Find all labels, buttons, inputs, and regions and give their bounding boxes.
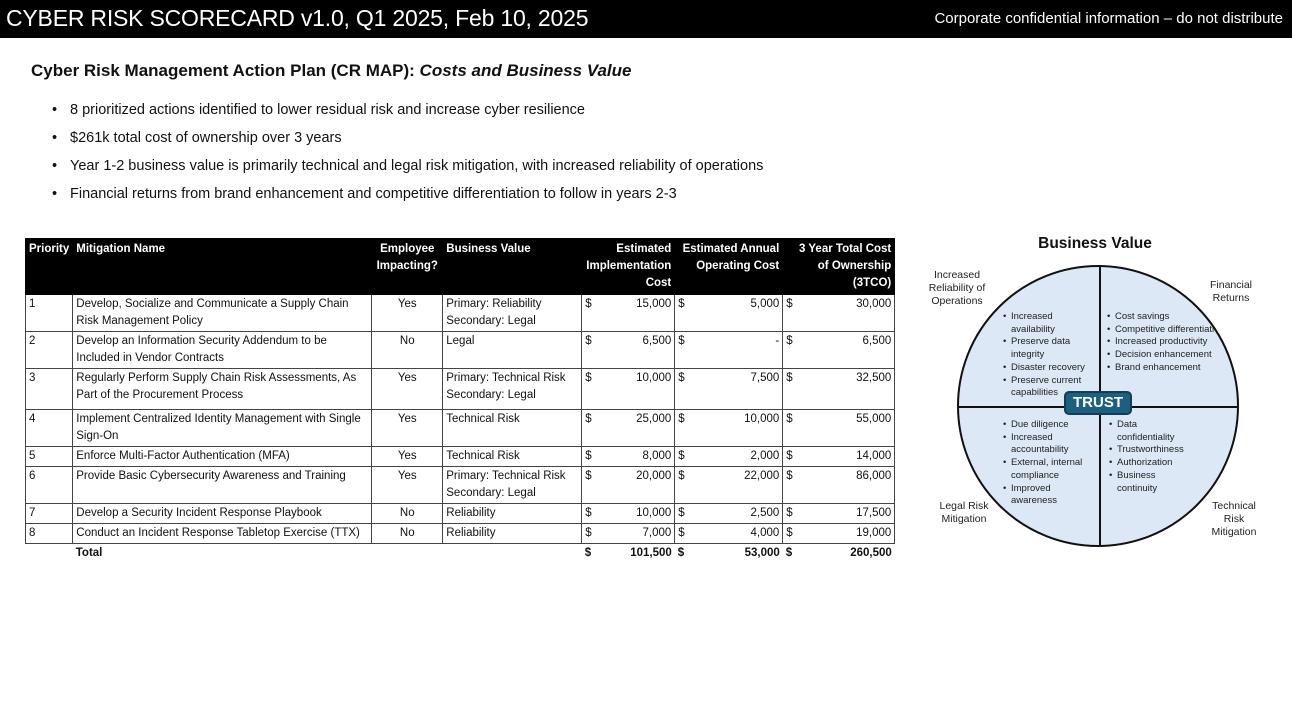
impl-cost-cell [582, 504, 675, 524]
header-bar [0, 0, 1292, 38]
employee-cell: Yes [372, 447, 443, 467]
value-secondary: Secondary: Legal [446, 389, 536, 401]
quadrant-item: • Improved awareness [1003, 483, 1095, 508]
total-label: Total [75, 547, 103, 559]
value-primary: Reliability [446, 527, 496, 539]
impl-cost-cell [582, 447, 675, 467]
tco-value: 55,000 [856, 413, 892, 425]
employee-cell: No [372, 504, 443, 524]
summary-bullets [52, 100, 763, 212]
tco-value: 17,500 [856, 507, 892, 519]
currency-symbol: $ [786, 335, 793, 347]
tco-value: 32,500 [856, 372, 892, 384]
col-header-annual: Estimated Annual Operating Cost [675, 239, 783, 295]
currency-symbol: $ [786, 450, 793, 462]
quadrant-item: • Decision enhancement [1107, 349, 1227, 362]
impl-cost-value: 7,000 [642, 527, 672, 539]
label-financial: Financial Returns [1209, 279, 1253, 304]
tco-cell [783, 332, 895, 369]
total-row [26, 544, 895, 564]
annual-cost-value: 5,000 [750, 298, 780, 310]
quadrant-item: • Data confidentiality [1109, 419, 1197, 444]
tco-value: 14,000 [856, 450, 892, 462]
impl-cost-value: 10,000 [636, 372, 672, 384]
impl-cost-value: 15,000 [636, 298, 672, 310]
quadrant-item: • Due diligence [1003, 419, 1095, 432]
currency-symbol: $ [678, 470, 685, 482]
currency-symbol: $ [678, 527, 685, 539]
business-value-cell [443, 332, 582, 369]
value-primary: Legal [446, 335, 475, 347]
bullet-item: • Financial returns from brand enhancement and competitive differentiation to follow in years 2-3 [52, 184, 763, 212]
value-secondary: Secondary: Legal [446, 315, 536, 327]
empty-cell [443, 544, 582, 564]
page-heading [31, 61, 631, 81]
currency-symbol: $ [678, 372, 685, 384]
annual-cost-value: 2,500 [750, 507, 780, 519]
table-header-row [26, 239, 895, 295]
table-row [26, 504, 895, 524]
employee-cell: No [372, 332, 443, 369]
confidential-notice: Corporate confidential information – do not distribute [934, 10, 1283, 27]
mitigation-name-cell: Develop, Socialize and Communicate a Supply Chain Risk Management Policy [73, 295, 372, 332]
business-value-cell [443, 295, 582, 332]
mitigation-name-cell: Conduct an Incident Response Tabletop Exercise (TTX) [73, 524, 372, 544]
tco-cell [783, 467, 895, 504]
impl-cost-value: 8,000 [642, 450, 672, 462]
annual-cost-value: 4,000 [750, 527, 780, 539]
value-primary: Technical Risk [446, 413, 520, 425]
business-value-cell [443, 504, 582, 524]
business-value-cell [443, 447, 582, 467]
quadrant-technical [1109, 419, 1197, 495]
quadrant-item: • Authorization [1109, 457, 1197, 470]
currency-symbol: $ [585, 335, 592, 347]
value-primary: Primary: Reliability [446, 298, 542, 310]
currency-symbol: $ [678, 298, 685, 310]
currency-symbol: $ [585, 527, 592, 539]
annual-cost-cell [675, 447, 783, 467]
bullet-item: • Year 1-2 business value is primarily technical and legal risk mitigation, with increased reliability of operations [52, 156, 763, 184]
tco-value: 86,000 [856, 470, 892, 482]
tco-cell [783, 447, 895, 467]
impl-cost-value: 20,000 [636, 470, 672, 482]
impl-cost-value: 10,000 [636, 507, 672, 519]
col-header-priority: Priority [26, 239, 73, 295]
business-value-title: Business Value [1038, 235, 1152, 252]
mitigation-name-cell: Regularly Perform Supply Chain Risk Assessments, As Part of the Procurement Process [73, 369, 372, 410]
annual-cost-value: - [775, 335, 780, 347]
business-value-cell [443, 369, 582, 410]
bullet-item: • $261k total cost of ownership over 3 years [52, 128, 763, 156]
label-legal: Legal Risk Mitigation [939, 500, 989, 525]
value-primary: Primary: Technical Risk [446, 470, 566, 482]
total-impl-cell [582, 544, 675, 564]
impl-cost-cell [582, 332, 675, 369]
table-row [26, 410, 895, 447]
annual-cost-value: 10,000 [744, 413, 780, 425]
table-row [26, 332, 895, 369]
tco-cell [783, 369, 895, 410]
tco-cell [783, 410, 895, 447]
total-annual-cell [675, 544, 783, 564]
business-value-cell [443, 524, 582, 544]
currency-symbol: $ [585, 470, 592, 482]
mitigation-name-cell: Implement Centralized Identity Management with Single Sign-On [73, 410, 372, 447]
table-row [26, 447, 895, 467]
currency-symbol: $ [678, 450, 685, 462]
empty-cell [372, 544, 443, 564]
impl-cost-cell [582, 295, 675, 332]
impl-cost-value: 25,000 [636, 413, 672, 425]
quadrant-item: • Business continuity [1109, 470, 1197, 495]
label-reliability: Increased Reliability of Operations [928, 269, 986, 307]
currency-symbol: $ [678, 335, 685, 347]
mitigation-name-cell: Develop a Security Incident Response Playbook [73, 504, 372, 524]
quadrant-legal [1003, 419, 1095, 508]
tco-value: 30,000 [856, 298, 892, 310]
currency-symbol: $ [785, 547, 793, 559]
priority-cell: 7 [26, 504, 73, 524]
heading-italic: Costs and Business Value [419, 61, 632, 80]
business-value-cell [443, 410, 582, 447]
annual-cost-cell [675, 504, 783, 524]
value-primary: Primary: Technical Risk [446, 372, 566, 384]
col-header-tco: 3 Year Total Cost of Ownership (3TCO) [783, 239, 895, 295]
quadrant-item: • Increased productivity [1107, 336, 1227, 349]
col-header-impl: Estimated Implementation Cost [582, 239, 675, 295]
annual-cost-value: 2,000 [750, 450, 780, 462]
annual-cost-cell [675, 332, 783, 369]
mitigation-name-cell: Provide Basic Cybersecurity Awareness and Training [73, 467, 372, 504]
annual-cost-cell [675, 524, 783, 544]
priority-cell: 1 [26, 295, 73, 332]
annual-cost-value: 22,000 [744, 470, 780, 482]
business-value-diagram [915, 232, 1275, 562]
empty-cell [26, 544, 73, 564]
quadrant-item: • Increased availability [1003, 311, 1095, 336]
currency-symbol: $ [585, 372, 592, 384]
priority-cell: 4 [26, 410, 73, 447]
value-primary: Reliability [446, 507, 496, 519]
currency-symbol: $ [584, 547, 592, 559]
currency-symbol: $ [585, 507, 592, 519]
employee-cell: Yes [372, 369, 443, 410]
bullet-item: • 8 prioritized actions identified to lower residual risk and increase cyber resilience [52, 100, 763, 128]
quadrant-item: • Cost savings [1107, 311, 1227, 324]
priority-cell: 2 [26, 332, 73, 369]
currency-symbol: $ [585, 450, 592, 462]
quadrant-item: • Preserve data integrity [1003, 336, 1095, 361]
annual-cost-cell [675, 467, 783, 504]
tco-cell [783, 524, 895, 544]
tco-value: 6,500 [862, 335, 892, 347]
business-value-cell [443, 467, 582, 504]
annual-cost-value: 7,500 [750, 372, 780, 384]
currency-symbol: $ [786, 372, 793, 384]
tco-cell [783, 295, 895, 332]
impl-cost-cell [582, 467, 675, 504]
currency-symbol: $ [677, 547, 685, 559]
value-primary: Technical Risk [446, 450, 520, 462]
quadrant-item: • Disaster recovery [1003, 362, 1095, 375]
impl-cost-cell [582, 369, 675, 410]
quadrant-item: • Brand enhancement [1107, 362, 1227, 375]
table-row [26, 524, 895, 544]
currency-symbol: $ [585, 413, 592, 425]
action-plan-table [25, 238, 895, 564]
currency-symbol: $ [585, 298, 592, 310]
quadrant-item: • Competitive differentiation [1107, 324, 1227, 337]
impl-cost-cell [582, 410, 675, 447]
tco-cell [783, 504, 895, 524]
priority-cell: 6 [26, 467, 73, 504]
label-technical: Technical Risk Mitigation [1211, 500, 1257, 538]
total-tco-value: 260,500 [850, 547, 892, 559]
col-header-value: Business Value [443, 239, 582, 295]
table-row [26, 369, 895, 410]
impl-cost-cell [582, 524, 675, 544]
total-impl-value: 101,500 [630, 547, 672, 559]
annual-cost-cell [675, 410, 783, 447]
currency-symbol: $ [786, 413, 793, 425]
employee-cell: Yes [372, 295, 443, 332]
employee-cell: Yes [372, 410, 443, 447]
quadrant-reliability [1003, 311, 1095, 400]
table-row [26, 295, 895, 332]
total-annual-value: 53,000 [744, 547, 780, 559]
mitigation-name-cell: Enforce Multi-Factor Authentication (MFA) [73, 447, 372, 467]
quadrant-item: • External, internal compliance [1003, 457, 1095, 482]
currency-symbol: $ [786, 527, 793, 539]
impl-cost-value: 6,500 [642, 335, 672, 347]
priority-cell: 5 [26, 447, 73, 467]
quadrant-item: • Increased accountability [1003, 432, 1095, 457]
priority-cell: 8 [26, 524, 73, 544]
employee-cell: No [372, 524, 443, 544]
currency-symbol: $ [786, 298, 793, 310]
annual-cost-cell [675, 369, 783, 410]
quadrant-item: • Trustworthiness [1109, 444, 1197, 457]
currency-symbol: $ [786, 470, 793, 482]
currency-symbol: $ [678, 413, 685, 425]
currency-symbol: $ [786, 507, 793, 519]
quadrant-financial [1107, 311, 1227, 375]
value-secondary: Secondary: Legal [446, 487, 536, 499]
currency-symbol: $ [678, 507, 685, 519]
priority-cell: 3 [26, 369, 73, 410]
annual-cost-cell [675, 295, 783, 332]
mitigation-name-cell: Develop an Information Security Addendum to be Included in Vendor Contracts [73, 332, 372, 369]
scorecard-title: CYBER RISK SCORECARD v1.0, Q1 2025, Feb 10, 2025 [6, 5, 589, 31]
tco-value: 19,000 [856, 527, 892, 539]
col-header-name: Mitigation Name [73, 239, 372, 295]
trust-badge: TRUST [1064, 391, 1132, 415]
employee-cell: Yes [372, 467, 443, 504]
quadrant-item: • Preserve current capabilities [1003, 375, 1095, 400]
table-row [26, 467, 895, 504]
col-header-employee: Employee Impacting? [372, 239, 443, 295]
heading-main: Cyber Risk Management Action Plan (CR MAP): [31, 61, 420, 80]
total-tco-cell [783, 544, 895, 564]
